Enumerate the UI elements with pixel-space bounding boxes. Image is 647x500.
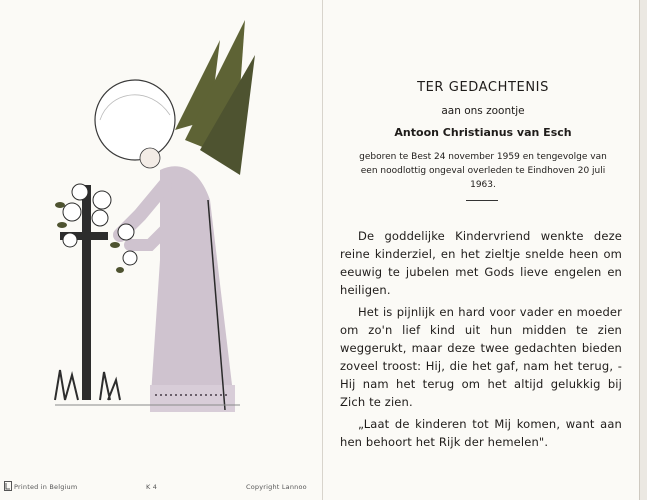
card-number: K 4 — [146, 483, 158, 491]
card-subtitle: aan ons zoontje — [441, 105, 525, 117]
paragraph: Het is pijnlijk en hard voor vader en moeder om zo'n lief kind uit hun midden te zien weggerukt, maar deze twee gedachten bieden zoveel troost: Hij, die het gaf, nam het terug, - Hij nam het terug om het altijd gelukkig bij Zich te zien. — [340, 305, 622, 409]
adjacent-card-edge — [639, 0, 647, 500]
head — [95, 80, 175, 160]
paragraph: De goddelijke Kindervriend wenkte deze reine kinderziel, en het zieltje snelde heen om eeuwig te jubelen met Gods lieve engelen en heiligen. — [340, 229, 622, 297]
card-footer — [0, 480, 322, 494]
copyright-label: Copyright Lannoo — [246, 483, 307, 491]
divider-line — [466, 200, 498, 201]
paragraph: „Laat de kinderen tot Mij komen, want aan hen behoort het Rijk der hemelen". — [340, 417, 622, 449]
printed-in-label: Printed in Belgium — [14, 483, 78, 491]
illustration-card — [0, 0, 323, 500]
publisher-logo-icon — [4, 481, 12, 491]
card-title: TER GEDACHTENIS — [417, 80, 549, 95]
angel-child-illustration — [0, 0, 322, 470]
roses — [63, 184, 137, 265]
memorial-body — [340, 227, 622, 455]
birth-death-details: geboren te Best 24 november 1959 en tengevolge van een noodlottig ongeval overleden te Eindhoven 20 juli 1963. — [359, 152, 607, 190]
deceased-name: Antoon Christianus van Esch — [394, 126, 572, 139]
cross-vertical — [82, 185, 91, 400]
